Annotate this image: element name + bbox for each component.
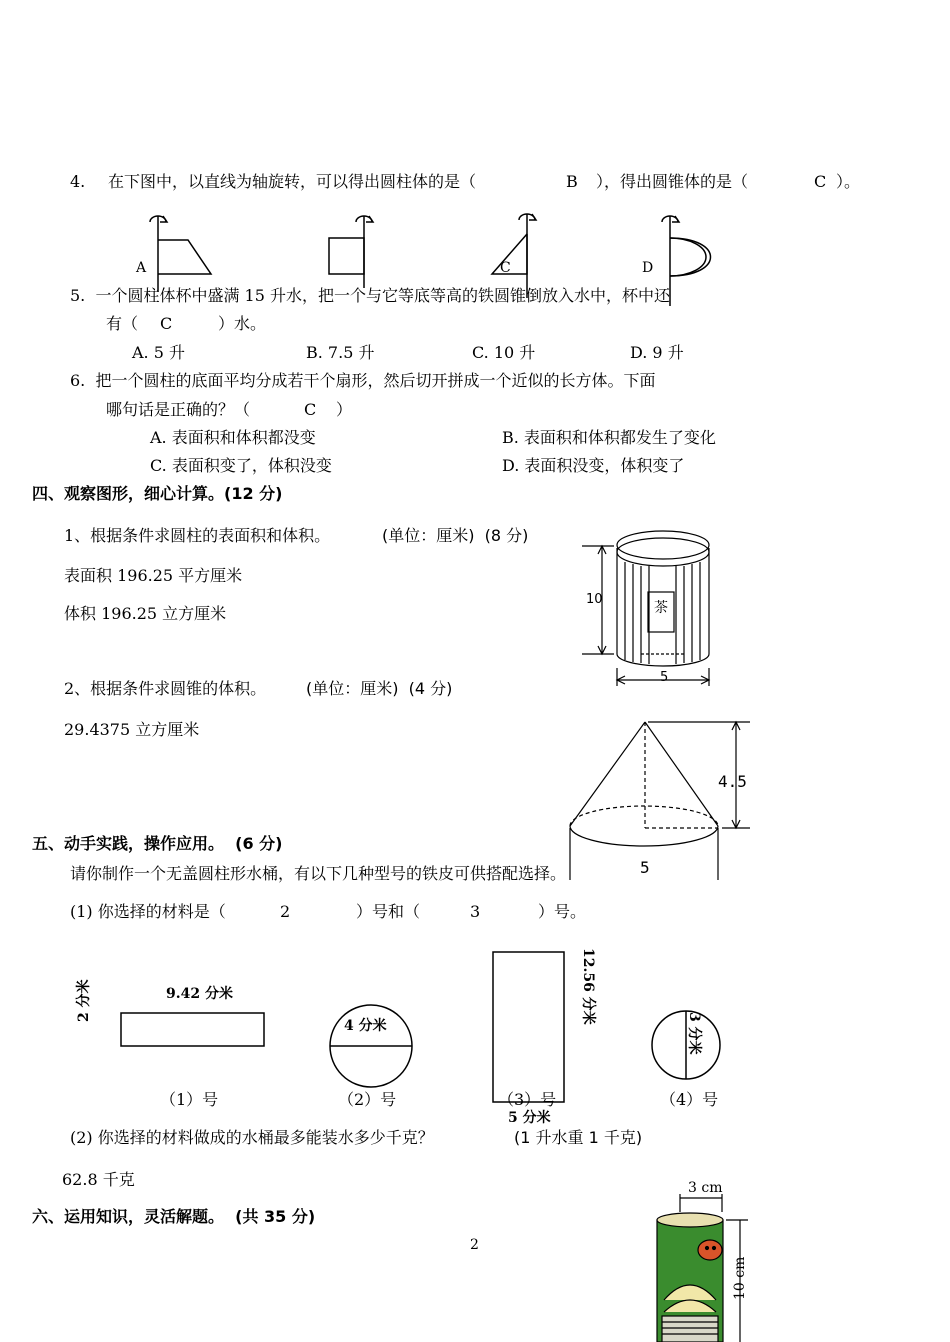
q6-line-1: 6. 把一个圆柱的底面平均分成若干个扇形，然后切开拼成一个近似的长方体。下面: [70, 371, 656, 390]
material-4-diameter-label: 3 分米: [686, 1012, 702, 1055]
s5-intro: 请你制作一个无盖圆柱形水桶，有以下几种型号的铁皮可供搭配选择。: [70, 864, 567, 883]
cone-base-label: 5: [640, 858, 650, 877]
q6-option-a: A. 表面积和体积都没变: [150, 428, 316, 447]
s4-q2-units: (单位：厘米) (4 分): [306, 679, 453, 698]
q4-end: ）。: [836, 172, 861, 191]
q5-answer: C: [160, 314, 173, 333]
s5-q2-text: (2) 你选择的材料做成的水桶最多能装水多少千克？: [70, 1128, 434, 1147]
q4-text: 在下图中，以直线为轴旋转，可以得出圆柱体的是（: [108, 172, 477, 191]
material-1-label: （1）号: [160, 1090, 219, 1109]
material-1-length-label: 9.42 分米: [166, 986, 233, 1002]
q6-answer: C: [304, 400, 317, 419]
s4-q1-answer-volume: 体积 196.25 立方厘米: [64, 604, 227, 623]
s5-q1-text: (1) 你选择的材料是（: [70, 902, 226, 921]
s5-q1-end: ）号。: [538, 902, 587, 921]
q4-mid: ），得出圆锥体的是（: [596, 172, 749, 191]
q5-option-a: A. 5 升: [132, 343, 185, 362]
cylinder-height-label: 10: [586, 592, 603, 607]
s4-q1-text: 1、根据条件求圆柱的表面积和体积。: [64, 526, 331, 545]
can-width-label: 3 cm: [688, 1180, 723, 1196]
q5-option-b: B. 7.5 升: [306, 343, 375, 362]
material-2-label: （2）号: [338, 1090, 397, 1109]
q4-label-c: C: [500, 260, 511, 276]
s4-q2-text: 2、根据条件求圆锥的体积。: [64, 679, 267, 698]
q4-answer-1: B: [566, 172, 578, 191]
s5-q2-answer: 62.8 千克: [62, 1170, 135, 1189]
s4-q2-answer: 29.4375 立方厘米: [64, 720, 200, 739]
q6-option-d: D. 表面积没变，体积变了: [502, 456, 685, 475]
cone-height-label: 4.5: [718, 772, 747, 791]
q6-option-c: C. 表面积变了，体积没变: [150, 456, 332, 475]
q4-label-d: D: [642, 260, 654, 276]
q6-option-b: B. 表面积和体积都发生了变化: [502, 428, 716, 447]
q6-line-2a: 哪句话是正确的？（: [106, 400, 251, 419]
q5-line-1: 5. 一个圆柱体杯中盛满 15 升水，把一个与它等底等高的铁圆锥倒放入水中，杯中还: [70, 286, 670, 305]
s4-q1-units: (单位：厘米) (8 分): [382, 526, 529, 545]
s5-q1-mid: ）号和（: [356, 902, 421, 921]
cylinder-diameter-label: 5: [660, 670, 669, 685]
material-4-label: （4）号: [660, 1090, 719, 1109]
s5-q1-answer-2: 3: [470, 902, 481, 921]
page-number: 2: [470, 1237, 479, 1253]
can-height-label: 10 cm: [732, 1256, 748, 1300]
material-3-label: （3）号: [498, 1090, 557, 1109]
q5-option-c: C. 10 升: [472, 343, 536, 362]
material-1-width-label: 2 分米: [76, 979, 92, 1022]
s4-q1-answer-area: 表面积 196.25 平方厘米: [64, 566, 243, 585]
q5-line-2a: 有（: [106, 314, 139, 333]
s5-q2-note: (1 升水重 1 千克): [514, 1128, 643, 1147]
q4-number: 4.: [70, 172, 86, 191]
q5-line-2b: ）水。: [218, 314, 267, 333]
cylinder-tea-label: 茶: [654, 600, 668, 616]
material-3-width-label: 5 分米: [508, 1110, 551, 1126]
material-3-length-label: 12.56 分米: [580, 948, 596, 1025]
material-2-diameter-label: 4 分米: [344, 1018, 387, 1034]
q4-label-a: A: [136, 260, 147, 276]
section-4-title: 四、观察图形，细心计算。(12 分): [32, 484, 283, 503]
s5-q1-answer-1: 2: [280, 902, 291, 921]
q5-option-d: D. 9 升: [630, 343, 684, 362]
q4-answer-2: C: [814, 172, 827, 191]
q6-line-2b: ）: [336, 400, 353, 419]
section-6-title: 六、运用知识，灵活解题。 (共 35 分): [32, 1207, 316, 1226]
section-5-title: 五、动手实践，操作应用。 (6 分): [32, 834, 283, 853]
